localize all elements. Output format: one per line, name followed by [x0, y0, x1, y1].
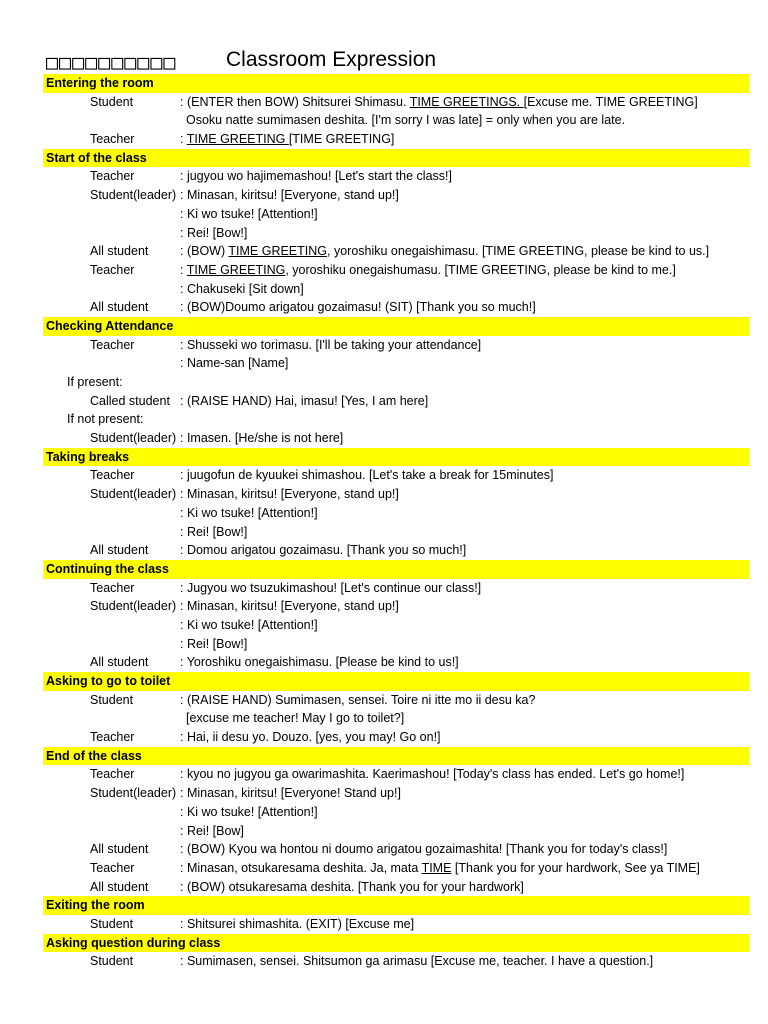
- expression-row: [43, 635, 749, 654]
- expression-row: [43, 840, 749, 859]
- expression-text: [180, 616, 318, 635]
- expression-segment: : Rei! [Bow!]: [180, 636, 248, 651]
- expression-text: [180, 784, 401, 803]
- document-header: [46, 48, 746, 74]
- expression-row: [43, 728, 749, 747]
- expression-text: [180, 354, 288, 373]
- expression-text: [180, 466, 553, 485]
- expression-segment: : (ENTER then BOW) Shitsurei Shimasu.: [180, 94, 410, 109]
- expression-text: [180, 167, 452, 186]
- speaker-label: All student: [90, 879, 149, 894]
- speaker-label: Student: [90, 916, 134, 931]
- speaker-label: All student: [90, 842, 149, 857]
- section-heading-label: Checking Attendance: [46, 318, 174, 333]
- expression-row: [43, 915, 749, 934]
- expression-text: [180, 691, 535, 710]
- expression-text: [180, 579, 481, 598]
- expression-text: [180, 803, 318, 822]
- speaker-label: All student: [90, 244, 149, 259]
- expression-row: [43, 803, 749, 822]
- expression-segment: : Sumimasen, sensei. Shitsumon ga arimasu [Excuse me, teacher. I have a question.]: [180, 954, 654, 969]
- expression-segment: : Shusseki wo torimasu. [I'll be taking your attendance]: [180, 337, 482, 352]
- expression-row: [43, 523, 749, 542]
- expression-segment: : Ki wo tsuke! [Attention!]: [180, 505, 318, 520]
- expression-row: [43, 709, 749, 728]
- expression-segment: : Hai, ii desu yo. Douzo. [yes, you may! Go on!]: [180, 730, 441, 745]
- expression-segment: : Minasan, kiritsu! [Everyone! Stand up!]: [180, 786, 401, 801]
- expression-segment: , yoroshiku onegaishimasu. [TIME GREETING, please be kind to us.]: [327, 244, 710, 259]
- expression-segment: Osoku natte sumimasen deshita. [I'm sorry I was late] = only when you are late.: [186, 113, 626, 128]
- speaker-label: All student: [90, 300, 149, 315]
- expression-text: [180, 504, 318, 523]
- expression-list: [43, 74, 749, 971]
- section-heading: [43, 896, 749, 915]
- speaker-label: Teacher: [90, 262, 135, 277]
- expression-text: [180, 653, 459, 672]
- expression-row: [43, 485, 749, 504]
- underlined-placeholder: TIME: [421, 860, 452, 875]
- expression-segment: : (BOW) otsukaresama deshita. [Thank you for your hardwork]: [180, 879, 524, 894]
- expression-text: [186, 111, 625, 130]
- expression-text: [180, 597, 399, 616]
- expression-row: [43, 242, 749, 261]
- expression-text: [180, 952, 653, 971]
- expression-segment: : Rei! [Bow!]: [180, 524, 248, 539]
- expression-row: [43, 261, 749, 280]
- underlined-placeholder: TIME GREETING: [186, 132, 289, 147]
- section-heading: [43, 74, 749, 93]
- expression-row: [43, 280, 749, 299]
- expression-segment: : juugofun de kyuukei shimashou. [Let's take a break for 15minutes]: [180, 468, 554, 483]
- expression-row: [43, 952, 749, 971]
- expression-segment: : Chakuseki [Sit down]: [180, 281, 304, 296]
- speaker-label: Student(leader): [90, 599, 177, 614]
- speaker-label: Teacher: [90, 860, 135, 875]
- expression-row: [43, 765, 749, 784]
- expression-segment: : Rei! [Bow!]: [180, 225, 248, 240]
- expression-row: [43, 878, 749, 897]
- expression-text: [180, 224, 247, 243]
- expression-row: [43, 167, 749, 186]
- expression-text: [180, 915, 414, 934]
- speaker-label: Student(leader): [90, 487, 177, 502]
- section-heading-label: Continuing the class: [46, 561, 169, 576]
- expression-row: [43, 354, 749, 373]
- speaker-label: Student(leader): [90, 786, 177, 801]
- expression-row: [43, 541, 749, 560]
- speaker-label: Teacher: [90, 468, 135, 483]
- expression-text: [180, 280, 304, 299]
- expression-row: [43, 205, 749, 224]
- expression-segment: [TIME GREETING]: [288, 132, 395, 147]
- expression-segment: : Imasen. [He/she is not here]: [180, 431, 344, 446]
- expression-text: [180, 130, 394, 149]
- expression-segment: : Minasan, kiritsu! [Everyone, stand up!]: [180, 487, 399, 502]
- expression-segment: : Ki wo tsuke! [Attention!]: [180, 804, 318, 819]
- expression-row: [43, 373, 749, 392]
- expression-text: [180, 822, 244, 841]
- expression-row: [43, 691, 749, 710]
- speaker-label: Called student: [90, 393, 170, 408]
- speaker-label: Student: [90, 954, 134, 969]
- expression-text: [180, 205, 318, 224]
- expression-text: [186, 709, 404, 728]
- expression-segment: : (RAISE HAND) Hai, imasu! [Yes, I am here]: [180, 393, 429, 408]
- condition-label: If present:: [67, 375, 123, 389]
- speaker-label: All student: [90, 543, 149, 558]
- expression-segment: : Yoroshiku onegaishimasu. [Please be kind to us!]: [180, 655, 459, 670]
- expression-text: [180, 840, 667, 859]
- expression-row: [43, 579, 749, 598]
- expression-text: [180, 635, 247, 654]
- expression-segment: :: [180, 262, 187, 277]
- expression-text: [180, 541, 466, 560]
- section-heading-label: Start of the class: [46, 150, 147, 165]
- expression-text: [180, 859, 700, 878]
- section-heading: [43, 560, 749, 579]
- expression-row: [43, 111, 749, 130]
- expression-text: [180, 93, 698, 112]
- expression-segment: : Rei! [Bow]: [180, 823, 244, 838]
- expression-segment: : jugyou wo hajimemashou! [Let's start the class!]: [180, 169, 452, 184]
- underlined-placeholder: TIME GREETING: [186, 262, 286, 277]
- expression-text: [180, 298, 536, 317]
- expression-segment: : (BOW)Doumo arigatou gozaimasu! (SIT) [Thank you so much!]: [180, 300, 536, 315]
- section-heading: [43, 317, 749, 336]
- expression-row: [43, 130, 749, 149]
- expression-segment: : (RAISE HAND) Sumimasen, sensei. Toire ni itte mo ii desu ka?: [180, 692, 536, 707]
- expression-text: [180, 392, 428, 411]
- expression-row: [43, 93, 749, 112]
- expression-row: [43, 859, 749, 878]
- speaker-label: Teacher: [90, 580, 135, 595]
- speaker-label: Student: [90, 692, 134, 707]
- expression-segment: : Ki wo tsuke! [Attention!]: [180, 617, 318, 632]
- expression-segment: : Jugyou wo tsuzukimashou! [Let's continue our class!]: [180, 580, 482, 595]
- expression-text: [180, 878, 524, 897]
- expression-row: [43, 597, 749, 616]
- japanese-title: □□□□□□□□□□: [46, 50, 177, 74]
- expression-text: [180, 242, 709, 261]
- expression-row: [43, 224, 749, 243]
- underlined-placeholder: TIME GREETINGS.: [409, 94, 524, 109]
- speaker-label: Teacher: [90, 169, 135, 184]
- section-heading: [43, 448, 749, 467]
- section-heading: [43, 672, 749, 691]
- expression-row: [43, 653, 749, 672]
- expression-segment: : kyou no jugyou ga owarimashita. Kaerimashou! [Today's class has ended. Let's go home!]: [180, 767, 685, 782]
- expression-row: [43, 298, 749, 317]
- expression-row: [43, 616, 749, 635]
- expression-row: [43, 186, 749, 205]
- expression-row: [43, 466, 749, 485]
- expression-segment: [Thank you for your hardwork, See ya TIME]: [451, 860, 700, 875]
- expression-row: [43, 392, 749, 411]
- expression-text: [180, 523, 247, 542]
- expression-segment: : Ki wo tsuke! [Attention!]: [180, 206, 318, 221]
- expression-segment: : (BOW): [180, 244, 229, 259]
- section-heading-label: End of the class: [46, 748, 142, 763]
- expression-text: [180, 765, 684, 784]
- underlined-placeholder: TIME GREETING: [228, 244, 328, 259]
- expression-segment: : Domou arigatou gozaimasu. [Thank you so much!]: [180, 543, 467, 558]
- speaker-label: Teacher: [90, 730, 135, 745]
- expression-row: [43, 504, 749, 523]
- expression-row: [43, 822, 749, 841]
- speaker-label: Student(leader): [90, 431, 177, 446]
- speaker-label: Student: [90, 94, 134, 109]
- speaker-label: Teacher: [90, 767, 135, 782]
- expression-text: [180, 429, 343, 448]
- expression-segment: : (BOW) Kyou wa hontou ni doumo arigatou gozaimashita! [Thank you for today's class!]: [180, 842, 668, 857]
- section-heading: [43, 934, 749, 953]
- expression-segment: : Minasan, kiritsu! [Everyone, stand up!]: [180, 188, 399, 203]
- section-heading-label: Asking to go to toilet: [46, 674, 171, 688]
- expression-segment: : Minasan, otsukaresama deshita. Ja, mata: [180, 860, 422, 875]
- expression-text: [180, 485, 399, 504]
- speaker-label: Student(leader): [90, 188, 177, 203]
- expression-text: [180, 261, 676, 280]
- expression-row: [43, 784, 749, 803]
- section-heading-label: Exiting the room: [46, 898, 145, 913]
- speaker-label: Teacher: [90, 337, 135, 352]
- section-heading: [43, 149, 749, 168]
- speaker-label: All student: [90, 655, 149, 670]
- speaker-label: Teacher: [90, 132, 135, 147]
- page-title: Classroom Expression: [226, 48, 437, 71]
- section-heading-label: Asking question during class: [46, 935, 221, 950]
- expression-segment: : Shitsurei shimashita. (EXIT) [Excuse me]: [180, 916, 415, 931]
- expression-row: [43, 429, 749, 448]
- expression-segment: : Minasan, kiritsu! [Everyone, stand up!]: [180, 599, 399, 614]
- expression-row: [43, 336, 749, 355]
- expression-segment: [excuse me teacher! May I go to toilet?]: [186, 711, 405, 726]
- expression-text: [180, 336, 481, 355]
- expression-text: [180, 728, 441, 747]
- expression-row: [43, 410, 749, 429]
- section-heading: [43, 747, 749, 766]
- expression-segment: :: [180, 132, 187, 147]
- section-heading-label: Taking breaks: [46, 449, 130, 464]
- expression-segment: , yoroshiku onegaishumasu. [TIME GREETING, please be kind to me.]: [285, 262, 676, 277]
- condition-label: If not present:: [67, 412, 144, 427]
- expression-segment: [Excuse me. TIME GREETING]: [523, 94, 698, 109]
- section-heading-label: Entering the room: [46, 76, 154, 90]
- expression-text: [180, 186, 399, 205]
- expression-segment: : Name-san [Name]: [180, 356, 289, 371]
